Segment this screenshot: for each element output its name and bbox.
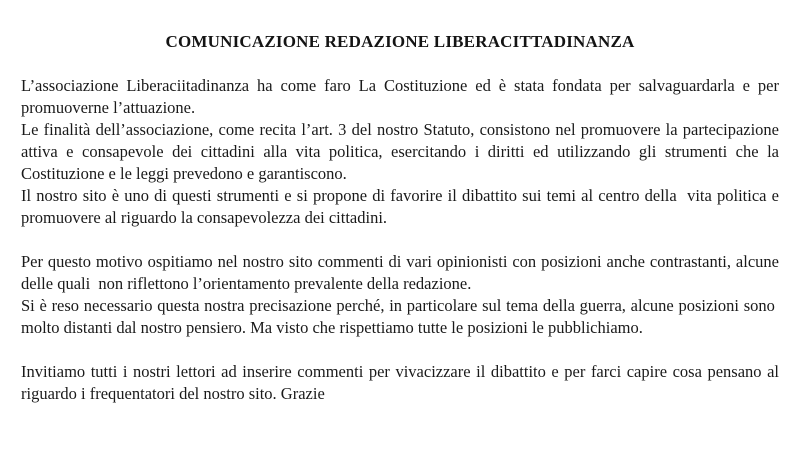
paragraph-statute-goals: Le finalità dell’associazione, come recita l’art. 3 del nostro Statuto, consistono nel promuovere la partecipazione attiva e consapevole dei cittadini alla vita politica, esercitando i diritti ed utilizzando gli strumenti che la Costituzione e le leggi prevedono e garantiscono. [21, 120, 779, 183]
paragraph-opinionists: Per questo motivo ospitiamo nel nostro sito commenti di vari opinionisti con posizioni anche contrastanti, alcune delle quali non riflettono l’orientamento prevalente della redazione. [21, 252, 779, 293]
paragraph-clarification: Si è reso necessario questa nostra precisazione perché, in particolare sul tema della guerra, alcune posizioni sono molto distanti dal nostro pensiero. Ma visto che rispettiamo tutte le posizioni le pubblichiamo. [21, 296, 779, 337]
paragraph-association-mission: L’associazione Liberaciitadinanza ha come faro La Costituzione ed è stata fondata per salvaguardarla e per promuoverne l’attuazione. [21, 76, 779, 117]
paragraph-block-editorial-position [21, 251, 779, 339]
paragraph-site-purpose: Il nostro sito è uno di questi strumenti e si propone di favorire il dibattito sui temi al centro della vita politica e promuovere al riguardo la consapevolezza dei cittadini. [21, 186, 779, 227]
paragraph-block-invitation [21, 361, 779, 405]
paragraph-block-intro [21, 75, 779, 229]
paragraph-reader-invitation: Invitiamo tutti i nostri lettori ad inserire commenti per vivacizzare il dibattito e per farci capire cosa pensano al riguardo i frequentatori del nostro sito. Grazie [21, 362, 779, 403]
document-title: COMUNICAZIONE REDAZIONE LIBERACITTADINANZA [165, 32, 635, 51]
